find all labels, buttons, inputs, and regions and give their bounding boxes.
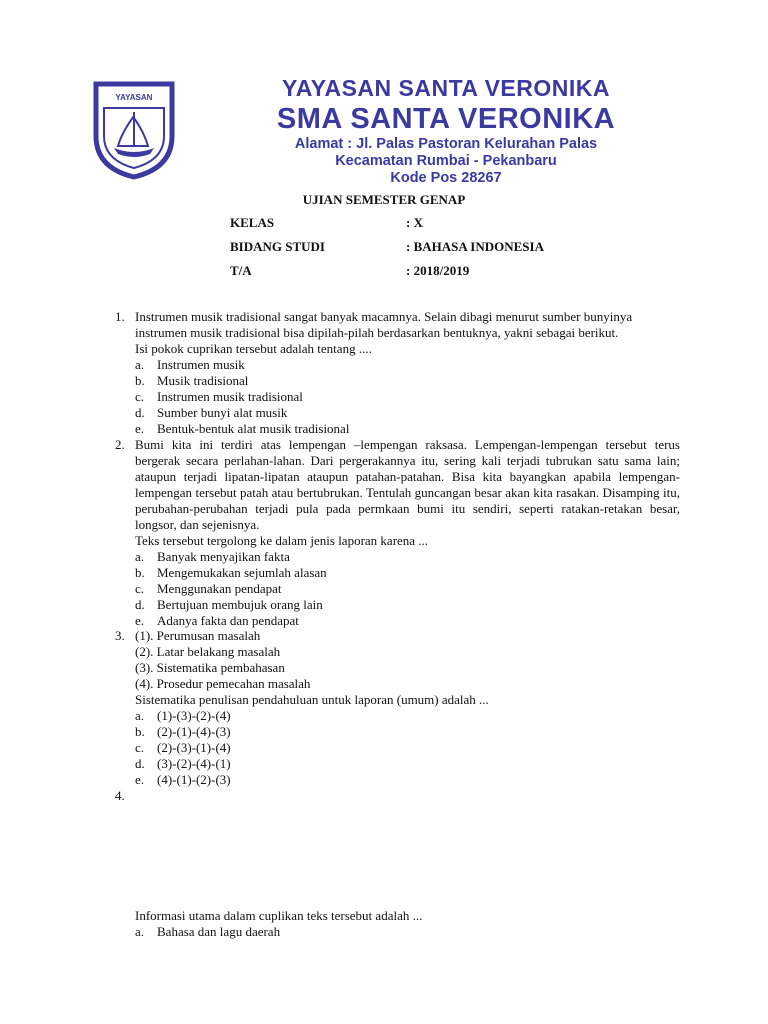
option-text: Bertujuan membujuk orang lain [157,597,323,612]
option-text: (1)-(3)-(2)-(4) [157,708,231,723]
option-b: b. Musik tradisional [135,373,249,388]
option-e: e. Adanya fakta dan pendapat [135,613,299,628]
option-text: Mengemukakan sejumlah alasan [157,565,327,580]
meta-label: T/A [230,263,252,278]
question-1 [115,309,680,437]
question-passage: Bumi kita ini terdiri atas lempengan –lempengan raksasa. Lempengan-lempengan tersebut terus bergerak secara perlahan-lahan. Dari pergerakannya itu, sering kali terjadi tubrukan satu sama lain; ataupun terjadi lipatan-lipatan ataupun patahan-patahan. Bisa kita bayangkan apabila lempengan-lempengan tersebut patah atau bertubrukan. Tentulah guncangan besar akan kita rasakan. Disamping itu, perubahan-perubahan terjadi pula pada permkaan bumi itu sendiri, seperti ratakan-retakan besar, longsor, dan sejenisnya. [135,437,680,532]
option-text: Banyak menyajikan fakta [157,549,290,564]
option-b: b. (2)-(1)-(4)-(3) [135,724,231,739]
question-prompt: Teks tersebut tergolong ke dalam jenis laporan karena ... [135,533,429,548]
question-item: (3). Sistematika pembahasan [135,660,285,675]
question-number: 1. [115,309,125,324]
exam-title: UJIAN SEMESTER GENAP [302,192,466,207]
school-district: Kecamatan Rumbai - Pekanbaru [335,153,557,169]
school-name: SMA SANTA VERONIKA [276,103,616,135]
option-list [135,549,680,629]
option-text: Adanya fakta dan pendapat [157,613,299,628]
option-e: e. Bentuk-bentuk alat musik tradisional [135,421,350,436]
option-text: Instrumen musik tradisional [157,389,303,404]
question-number: 3. [115,628,125,643]
option-text: (4)-(1)-(2)-(3) [157,772,231,787]
foundation-name: YAYASAN SANTA VERONIKA [282,75,610,101]
option-a: a. Instrumen musik [135,357,245,372]
question-prompt: Sistematika penulisan pendahuluan untuk laporan (umum) adalah ... [135,692,489,707]
option-text: (3)-(2)-(4)-(1) [157,756,231,771]
option-text: Musik tradisional [157,373,249,388]
meta-label: KELAS [230,215,275,230]
option-c: c. Instrumen musik tradisional [135,389,303,404]
question-prompt: Informasi utama dalam cuplikan teks tersebut adalah ... [135,908,423,923]
question-3 [115,628,680,788]
question-4-body [115,908,680,940]
option-text: (2)-(3)-(1)-(4) [157,740,231,755]
option-text: Bentuk-bentuk alat musik tradisional [157,421,350,436]
question-prompt: Isi pokok cuprikan tersebut adalah tentang .... [135,341,372,356]
meta-value: : 2018/2019 [406,263,470,278]
letterhead [236,74,656,187]
option-d: d. Bertujuan membujuk orang lain [135,597,323,612]
question-item: (1). Perumusan masalah [135,628,261,643]
question-2 [115,437,680,629]
option-a: a. (1)-(3)-(2)-(4) [135,708,231,723]
option-text: Bahasa dan lagu daerah [157,924,281,939]
option-d: d. Sumber bunyi alat musik [135,405,288,420]
question-number: 4. [115,788,125,803]
option-d: d. (3)-(2)-(4)-(1) [135,756,231,771]
meta-value: : X [406,215,423,230]
option-text: (2)-(1)-(4)-(3) [157,724,231,739]
option-e: e. (4)-(1)-(2)-(3) [135,772,231,787]
question-text-line: Instrumen musik tradisional sangat banyak macamnya. Selain dibagi menurut sumber bunyinya [135,309,633,324]
option-c: c. Menggunakan pendapat [135,581,282,596]
option-a: a. Bahasa dan lagu daerah [135,924,281,939]
option-text: Sumber bunyi alat musik [157,405,288,420]
option-list [135,924,680,940]
option-text: Instrumen musik [157,357,245,372]
option-list [135,357,680,437]
option-c: c. (2)-(3)-(1)-(4) [135,740,231,755]
meta-value: : BAHASA INDONESIA [406,239,544,254]
question-number: 2. [115,437,125,452]
option-list [135,708,680,788]
logo-text: YAYASAN [115,93,153,102]
question-text-line: instrumen musik tradisional bisa dipilah-pilah berdasarkan bentuknya, yakni sebagai berikut. [135,325,619,340]
option-text: Menggunakan pendapat [157,581,282,596]
option-b: b. Mengemukakan sejumlah alasan [135,565,327,580]
school-postal-code: Kode Pos 28267 [390,170,502,186]
meta-label: BIDANG STUDI [230,239,325,254]
question-item: (2). Latar belakang masalah [135,644,281,659]
option-a: a. Banyak menyajikan fakta [135,549,290,564]
school-address: Alamat : Jl. Palas Pastoran Kelurahan Palas [294,136,598,152]
school-logo-icon [92,80,176,180]
question-item: (4). Prosedur pemecahan masalah [135,676,311,691]
